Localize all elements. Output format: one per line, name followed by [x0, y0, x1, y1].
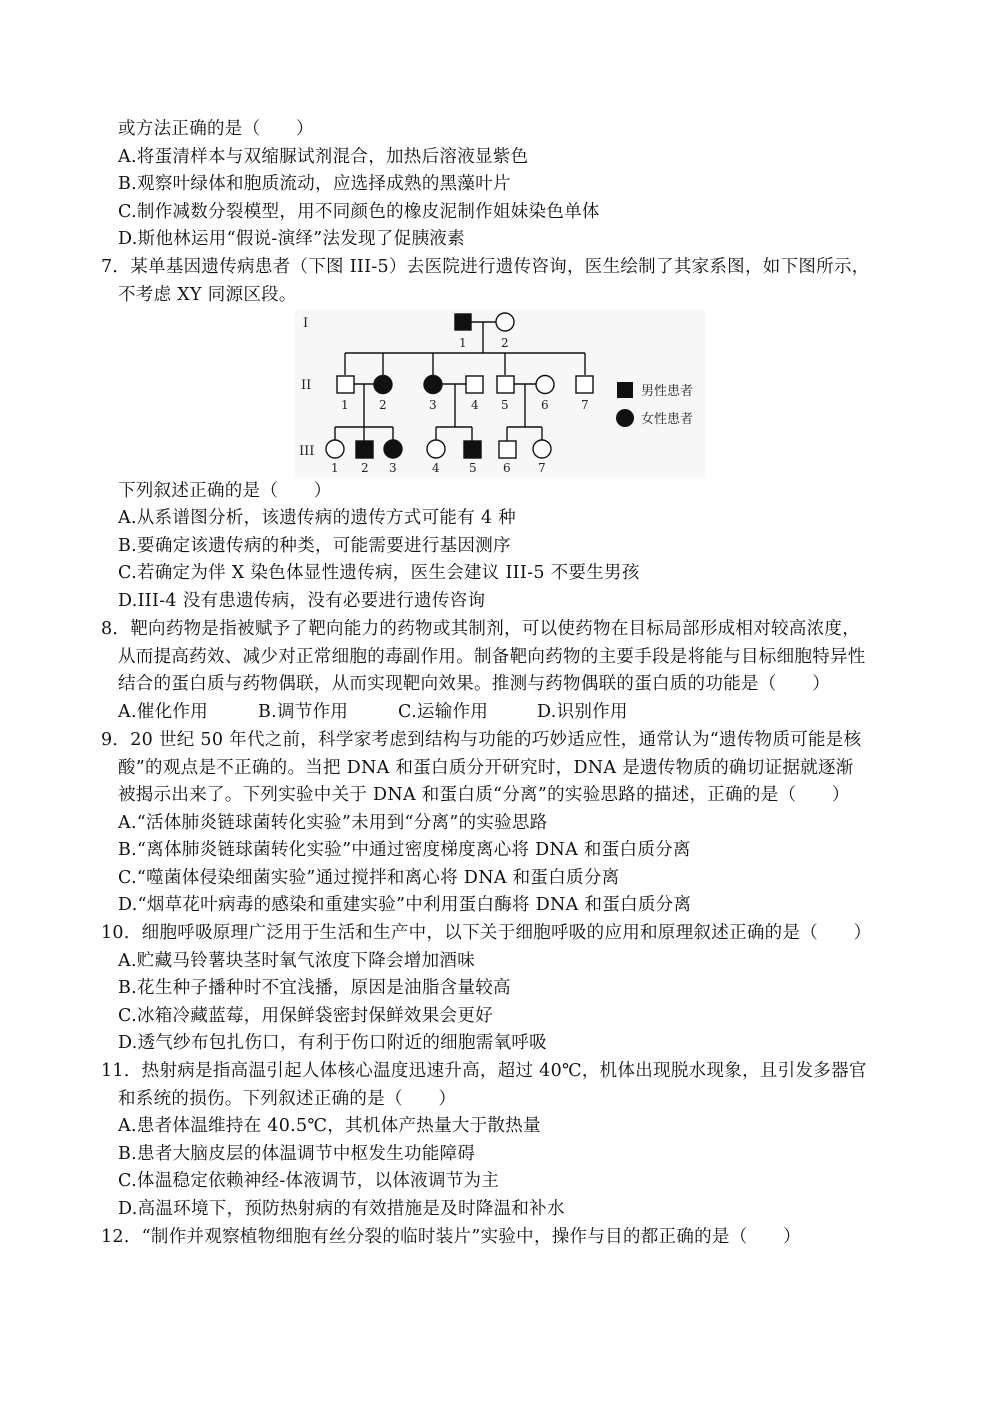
q8-line2: 从而提高药效、减少对正常细胞的毒副作用。制备靶向药物的主要手段是将能与目标细胞特异性	[118, 647, 866, 667]
I-2-label: 2	[501, 336, 509, 350]
q11-line1: 11．热射病是指高温引起人体核心温度迅速升高，超过 40℃，机体出现脱水现象，且引发多器官	[101, 1061, 867, 1081]
q6-option-c: C.制作减数分裂模型，用不同颜色的橡皮泥制作姐妹染色单体	[118, 202, 600, 222]
III-3-affected-female	[384, 440, 402, 458]
III-4-label: 4	[432, 461, 440, 475]
q11-line2: 和系统的损伤。下列叙述正确的是（ ）	[118, 1089, 457, 1109]
gen-label-III: III	[299, 444, 315, 459]
II-4-male	[466, 376, 483, 393]
q10-option-b: B.花生种子播种时不宜浅播，原因是油脂含量较高	[118, 978, 511, 998]
q11-option-b: B.患者大脑皮层的体温调节中枢发生功能障碍	[118, 1144, 476, 1164]
II-2-affected-female	[374, 376, 392, 394]
q11-option-d: D.高温环境下，预防热射病的有效措施是及时降温和补水	[118, 1199, 565, 1219]
I-1-label: 1	[459, 336, 467, 350]
q7-option-b: B.要确定该遗传病的种类，可能需要进行基因测序	[118, 536, 511, 556]
q8-option-d: D.识别作用	[537, 702, 628, 722]
II-3-affected-female	[424, 376, 442, 394]
legend-male-label: 男性患者	[641, 384, 694, 399]
q8-option-b: B.调节作用	[258, 702, 349, 722]
q6-option-a: A.将蛋清样本与双缩脲试剂混合，加热后溶液显紫色	[118, 147, 529, 167]
gen-label-I: I	[303, 316, 309, 331]
q11-option-a: A.患者体温维持在 40.5℃，其机体产热量大于散热量	[118, 1116, 541, 1136]
III-2-affected-male	[356, 441, 373, 458]
III-5-label: 5	[469, 461, 477, 475]
I-1-affected-male	[455, 314, 471, 330]
q8-option-a: A.催化作用	[118, 702, 209, 722]
q9-line2: 酸”的观点是不正确的。当把 DNA 和蛋白质分开研究时，DNA 是遗传物质的确切证据就逐渐	[118, 758, 854, 778]
III-7-label: 7	[538, 461, 546, 475]
III-5-affected-male	[464, 441, 481, 458]
I-2-female	[496, 313, 514, 331]
II-5-male	[497, 376, 514, 393]
legend-female-circle-icon	[616, 409, 634, 427]
III-1-female	[326, 440, 344, 458]
q9-option-d: D.“烟草花叶病毒的感染和重建实验”中利用蛋白酶将 DNA 和蛋白质分离	[118, 895, 692, 915]
II-4-label: 4	[471, 398, 479, 412]
II-3-label: 3	[429, 398, 437, 412]
III-7-female	[533, 440, 551, 458]
III-1-label: 1	[331, 461, 339, 475]
q9-option-c: C.“噬菌体侵染细菌实验”通过搅拌和离心将 DNA 和蛋白质分离	[118, 868, 620, 888]
III-4-female	[427, 440, 445, 458]
q8-line3: 结合的蛋白质与药物偶联，从而实现靶向效果。推测与药物偶联的蛋白质的功能是（ ）	[118, 674, 830, 694]
q10-line1: 10．细胞呼吸原理广泛用于生活和生产中，以下关于细胞呼吸的应用和原理叙述正确的是（ ）	[101, 923, 872, 943]
III-3-label: 3	[389, 461, 397, 475]
q10-option-a: A.贮藏马铃薯块茎时氧气浓度下降会增加酒味	[118, 951, 475, 971]
q9-option-a: A.“活体肺炎链球菌转化实验”未用到“分离”的实验思路	[118, 813, 548, 833]
II-1-male	[337, 376, 354, 393]
q6-option-d: D.斯他林运用“假说-演绎”法发现了促胰液素	[118, 229, 465, 249]
q6-option-b: B.观察叶绿体和胞质流动，应选择成熟的黑藻叶片	[118, 174, 511, 194]
q8-line1: 8．靶向药物是指被赋予了靶向能力的药物或其制剂，可以使药物在目标局部形成相对较高浓度，	[101, 619, 861, 639]
q7-stem-line1: 7．某单基因遗传病患者（下图 III-5）去医院进行遗传咨询，医生绘制了其家系图，如下图所示，	[101, 257, 870, 277]
q10-option-c: C.冰箱冷藏蓝莓，用保鲜袋密封保鲜效果会更好	[118, 1006, 493, 1026]
q7-option-a: A.从系谱图分析，该遗传病的遗传方式可能有 4 种	[118, 508, 516, 528]
pedigree-chart	[295, 309, 705, 477]
q7-option-d: D.III-4 没有患遗传病，没有必要进行遗传咨询	[118, 591, 486, 611]
II-6-label: 6	[541, 398, 549, 412]
legend-female-label: 女性患者	[641, 412, 694, 427]
legend-male-square-icon	[617, 382, 633, 398]
q7-stem-line2: 不考虑 XY 同源区段。	[118, 285, 297, 305]
q11-option-c: C.体温稳定依赖神经-体液调节，以体液调节为主	[118, 1171, 500, 1191]
q12-line1: 12．“制作并观察植物细胞有丝分裂的临时装片”实验中，操作与目的都正确的是（ ）	[101, 1227, 801, 1247]
II-7-label: 7	[581, 398, 589, 412]
III-6-male	[499, 441, 516, 458]
q6-stem-cont: 或方法正确的是（ ）	[118, 119, 314, 139]
q8-option-c: C.运输作用	[398, 702, 489, 722]
II-5-label: 5	[501, 398, 509, 412]
III-6-label: 6	[503, 461, 511, 475]
q9-line1: 9．20 世纪 50 年代之前，科学家考虑到结构与功能的巧妙适应性，通常认为“遗传物质可能是核	[101, 730, 862, 750]
II-6-female	[536, 376, 554, 394]
II-1-label: 1	[341, 398, 349, 412]
II-7-male	[576, 376, 593, 393]
q7-prompt: 下列叙述正确的是（ ）	[118, 481, 332, 501]
II-2-label: 2	[379, 398, 387, 412]
gen-label-II: II	[301, 378, 312, 393]
q10-option-d: D.透气纱布包扎伤口，有利于伤口附近的细胞需氧呼吸	[118, 1033, 547, 1053]
III-2-label: 2	[361, 461, 369, 475]
q7-option-c: C.若确定为伴 X 染色体显性遗传病，医生会建议 III-5 不要生男孩	[118, 563, 640, 583]
q9-option-b: B.“离体肺炎链球菌转化实验”中通过密度梯度离心将 DNA 和蛋白质分离	[118, 840, 691, 860]
q9-line3: 被揭示出来了。下列实验中关于 DNA 和蛋白质“分离”的实验思路的描述，正确的是（ ）	[118, 785, 850, 805]
